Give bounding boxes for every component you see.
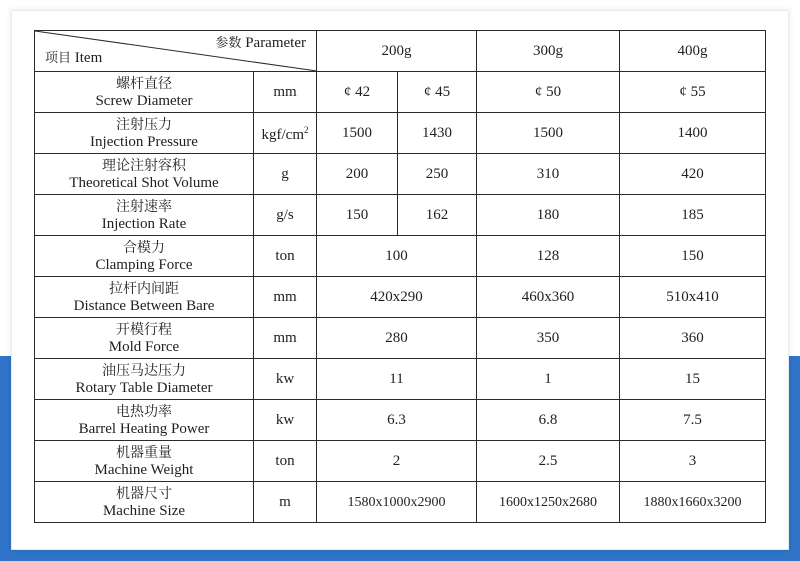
value-cell: 350	[477, 318, 620, 359]
value-cell: 162	[398, 195, 477, 236]
value-cell: 100	[317, 236, 477, 277]
value-cell: 1580x1000x2900	[317, 482, 477, 523]
value-cell: 280	[317, 318, 477, 359]
value-cell: ȼ 55	[620, 72, 766, 113]
table-row	[35, 72, 766, 113]
value-cell: 1600x1250x2680	[477, 482, 620, 523]
unit-cell: mm	[254, 318, 317, 359]
value-cell: 200	[317, 154, 398, 195]
item-name-cell: 注射速率 Injection Rate	[35, 195, 254, 236]
unit-cell: m	[254, 482, 317, 523]
value-cell: 250	[398, 154, 477, 195]
value-cell: 420	[620, 154, 766, 195]
table-row	[35, 236, 766, 277]
unit-cell: ton	[254, 236, 317, 277]
item-name-cell: 注射压力 Injection Pressure	[35, 113, 254, 154]
item-name-cell: 油压马达压力 Rotary Table Diameter	[35, 359, 254, 400]
value-cell: 360	[620, 318, 766, 359]
value-cell: 3	[620, 441, 766, 482]
value-cell: 510x410	[620, 277, 766, 318]
unit-cell: kgf/$cm^2$	[254, 113, 317, 154]
table-row	[35, 318, 766, 359]
value-cell: 1500	[317, 113, 398, 154]
table-row	[35, 441, 766, 482]
item-name-cell: 理论注射容积 Theoretical Shot Volume	[35, 154, 254, 195]
table-row	[35, 113, 766, 154]
value-cell: 6.3	[317, 400, 477, 441]
value-cell: 1880x1660x3200	[620, 482, 766, 523]
item-label: 项目 Item	[45, 50, 103, 66]
unit-cell: kw	[254, 400, 317, 441]
unit-cell: g/s	[254, 195, 317, 236]
value-cell: 128	[477, 236, 620, 277]
value-cell: ȼ 42	[317, 72, 398, 113]
table-row	[35, 359, 766, 400]
model-header-200g: 200g	[317, 31, 477, 72]
value-cell: 150	[620, 236, 766, 277]
table-row	[35, 195, 766, 236]
value-cell: 310	[477, 154, 620, 195]
item-name-cell: 螺杆直径 Screw Diameter	[35, 72, 254, 113]
value-cell: 2	[317, 441, 477, 482]
value-cell: 150	[317, 195, 398, 236]
value-cell: 1	[477, 359, 620, 400]
header-row	[35, 31, 766, 72]
value-cell: 15	[620, 359, 766, 400]
unit-cell: mm	[254, 277, 317, 318]
table-row	[35, 277, 766, 318]
model-header-300g: 300g	[477, 31, 620, 72]
value-cell: 185	[620, 195, 766, 236]
model-header-400g: 400g	[620, 31, 766, 72]
value-cell: 420x290	[317, 277, 477, 318]
value-cell: 6.8	[477, 400, 620, 441]
item-name-cell: 电热功率 Barrel Heating Power	[35, 400, 254, 441]
value-cell: 1500	[477, 113, 620, 154]
item-name-cell: 机器重量 Machine Weight	[35, 441, 254, 482]
unit-cell: ton	[254, 441, 317, 482]
spec-table	[34, 30, 766, 523]
table-row	[35, 482, 766, 523]
item-name-cell: 机器尺寸 Machine Size	[35, 482, 254, 523]
item-name-cell: 拉杆内间距 Distance Between Bare	[35, 277, 254, 318]
item-name-cell: 开模行程 Mold Force	[35, 318, 254, 359]
value-cell: 7.5	[620, 400, 766, 441]
parameter-label: 参数 Parameter	[215, 35, 306, 51]
value-cell: 1400	[620, 113, 766, 154]
value-cell: 1430	[398, 113, 477, 154]
item-name-cell: 合模力 Clamping Force	[35, 236, 254, 277]
unit-cell: mm	[254, 72, 317, 113]
value-cell: 180	[477, 195, 620, 236]
unit-cell: g	[254, 154, 317, 195]
table-row	[35, 154, 766, 195]
table-row	[35, 400, 766, 441]
header-corner-cell	[35, 31, 317, 72]
value-cell: ȼ 45	[398, 72, 477, 113]
value-cell: ȼ 50	[477, 72, 620, 113]
unit-cell: kw	[254, 359, 317, 400]
value-cell: 2.5	[477, 441, 620, 482]
value-cell: 460x360	[477, 277, 620, 318]
value-cell: 11	[317, 359, 477, 400]
